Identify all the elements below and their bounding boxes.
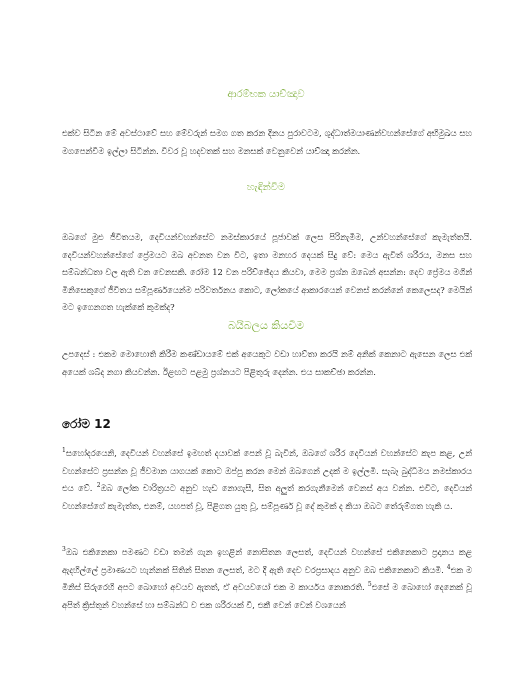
verse-number: 3 — [62, 546, 66, 554]
verses-1-2 — [62, 445, 472, 515]
verse-text: එසේ ම බොහෝ දෙනෙක් වූ අපිත් ක්‍රිස්තුන් වහන්සේ හා සම්බන්ධ ව එක ශරීරයක් වී, එකී වෙන් වෙන් වශයෙන් — [62, 582, 472, 610]
verse-text: සහෝදරයෙනි, දෙවියන් වහන්සේ ඉමහත් දයාවක් පෙන් වූ බැවින්, ඔබගේ ශරීර දෙවියන් වහන්සේට කැප කළ, උන් වහන්සේට ප්‍රසන්න වූ ජීවමාන යාගයක් කොට ඔප්පු කරන මෙන් ඔබගෙන් උදක් ම ඉල්ලමි. සැබෑ බුද්ධිමය නමස්කාරය එය වේ. — [62, 448, 472, 493]
verse-text: එක ම මිනිස් සිරුරෙහි අපට බොහෝ අවයව ඇතත්, ඒ අවයවයෝ එක ම කාර්යය නොකරති. — [62, 564, 473, 592]
opening-prayer-heading: ආරම්භක යාච්ඤාව — [227, 89, 305, 100]
introduction-heading: හැඳින්වීම — [246, 182, 286, 193]
verses-3-5 — [62, 544, 472, 614]
verse-number: 5 — [367, 581, 372, 589]
chapter-title: රෝම 12 — [62, 417, 111, 431]
introduction-paragraph: ඔබගේ මුළු ජීවිතයම, දෙවියන්වහන්සේට නමස්කාරයේ පූජාවක් ලෙස පිරිනැමීම, උන්වහන්සේගේ කැමැත්තයි. දෙවියන්වහන්සේගේ ප්‍රේමයට ඔබ අවනත වන විට, ඉතා මනහර දෙයක් සිදු වේ: මෙය ඇවිත් ශරීරය, මනස සහ සම්බන්ධතා වල ඇති වන වෙනසකි. රෝම 12 වන පරිච්ඡේදය කියවා, මෙම ප්‍රශ්න ඔබෙන් අසන්න: දෙව ප්‍රේමය මගින් මිනිසෙකුගේ ජීවිතය සම්පූර්ණයෙන්ම පරිවර්තනය කොට, ලෝකයේ ආකාරයෙන් වෙනස් කරන්නේ කෙලෙසද? මෙයින් මට ඉගෙනගත හැක්කේ කුමක්ද? — [62, 232, 472, 312]
verse-number: 2 — [96, 482, 101, 490]
bible-reading-instructions: උපදෙස් : එකම මොහොති කිරීම කණ්ඩායමේ එක් අයෙකුට වඩා හාව්තා කරයි නම් අනික් කෙනාට ඇසෙන ලෙස එක් අයෙක් ශබ්ද නගා කියවන්න. ඊළඟට පළමු ප්‍රශ්නයට පිළිතුරු දෙන්න. එය සාකච්ඡා කරන්න. — [62, 349, 472, 377]
opening-prayer-paragraph: එක්ව සිටින මේ අවස්ථාවේ සහ මේවරුන් සමග ගත කරන දිනය පුරාවටම, ශුද්ධාත්මයාණන්වහන්සේගේ අභිමුඛය සහ මගපෙන්වීම ඉල්ලා සිටින්න. විවර වූ හදවතක් සහ මනසක් වෙනුවෙන් යාච්ඤා කරන්න. — [62, 128, 472, 156]
bible-reading-heading: බයිබලය කියවීම — [227, 319, 305, 332]
verse-text: ඔබ ලෝක චාරිත්‍රයට අනුව හැඩ නොගැසී, සිත අලුත් කරගැනීමෙන් වෙනස් අය වන්න. එවිට, දෙවියන් වහන්සේගේ කැමැත්ත, එනම්, යහපත් වූ, පිළිගත යුතු වූ, සම්පූර්ණ වූ දේ කුමක් ද කියා ඔබට තේරුම්ගත හැකි ය. — [62, 483, 472, 511]
verse-number: 4 — [446, 563, 451, 571]
verse-text: ඔබ එකිනෙකා පමණට වඩා තමන් ගැන ඉහළින් නොසිතන ලෙසත්, දෙවියන් වහන්සේ එකිනෙකාට ප්‍රදානය කළ ඇදහිල්ලේ ප්‍රමාණයට හැන්නක් සිතින් සිතන ලෙසත්, මට දී ඇති දෙව වරප්‍රසාදය අනුව ඔබ එකිනෙකාට කියමි. — [62, 547, 472, 575]
verse-number: 1 — [62, 447, 66, 455]
